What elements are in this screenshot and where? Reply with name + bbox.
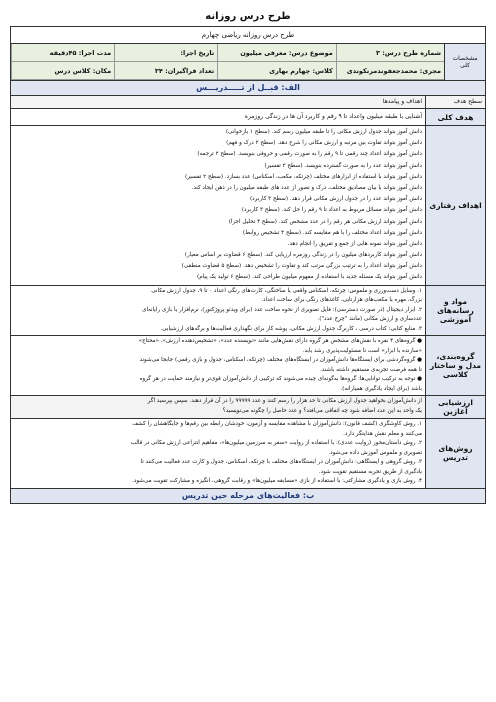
general-goal-text: آشنایی با طبقه میلیون واعداد تا ۹ رقم و کاربرد آن ها در زندگی روزمره — [244, 113, 422, 120]
materials-label: مواد و رسانه‌های آموزشی — [425, 286, 485, 336]
method-line: تصویری و ملموس آموزش داده می‌شود. — [328, 449, 422, 456]
lesson-place: مکان: کلاس درس — [11, 62, 114, 80]
general-info — [11, 44, 485, 81]
general-info-grid — [11, 44, 444, 80]
goals-outcomes-header: اهداف و پیامدها — [11, 96, 425, 108]
grouping-line: ● گروه‌های ۴ نفره با نقش‌های مشخص هر گروه دارای نقش‌هایی مانند «نویسنده عدد»، «تشخیص‌دهنده ارزش»، «محتاج» — [138, 338, 422, 345]
behavioral-goals-row — [11, 126, 485, 286]
behavioral-goal: دانش آموز بتواند عدد را به صورت گسترده بنویسد. (سطح ۲ تفسیر) — [264, 162, 422, 169]
lesson-duration: مدت اجرا: ۴۵دقیقه — [11, 44, 114, 62]
goal-level-header: سطح هدف — [425, 96, 485, 108]
behavioral-goal: دانش آموز بتواند کاربردهای میلیون را در زندگی روزمره ارزیابی کند. (سطح ۶ قضاوت بر اساس معیار) — [184, 252, 422, 259]
behavioral-goal: دانش آموز بتواند مسائل مربوط به اعداد تا ۹ رقم را حل کند. (سطح ۳ کاربرد) — [241, 207, 422, 214]
class-name: کلاس: چهارم بهاری — [217, 62, 336, 80]
evaluation-line: از دانش‌آموزان بخواهید جدول ارزش مکانی تا حد هزار را رسم کنند و عدد ۹۹۹۹۹ را در آن قرار دهند. سپس بپرسید اگر — [147, 398, 422, 405]
grouping-line: تا همه فرصت تجربه‌ی مستقیم داشته باشند. — [320, 366, 422, 373]
method-line: یادگیری از طریق تجربه مستقیم تقویت شود. — [318, 468, 422, 475]
materials-line: ۱. وسایل دست‌ورزی و ملموس: چرتکه، اسکناس واقعی یا ساختگی، کارت‌های رنگی اعداد ۰ تا ۹، جدول ارزش مکانی — [151, 287, 422, 294]
method-line: می‌کنند و معلم نقش هدایتگر دارد. — [343, 430, 422, 437]
general-goal-row — [11, 109, 485, 126]
behavioral-goal: دانش آموز بتواند اعداد چند رقمی تا ۹ رقم را به صورت رقمی و حروفی بنویسد. (سطح ۲ ترجمه) — [197, 151, 422, 158]
materials-row — [11, 286, 485, 337]
materials-line: عددسازی و ارزش مکانی (مانند "چرخ عدد"). — [317, 316, 422, 323]
grouping-line: ● گروه‌گردشی برای ایستگاه‌ها دانش‌آموزان در ایستگاه‌های مختلف (چرتکه، اسکناس، جدول و بازی رقمی) جابجا می‌شوند — [139, 357, 422, 364]
materials-line: ۳. منابع کتابی: کتاب درسی ، کاربرگ جدول ارزش مکانی، پوشه کار برای نگهداری فعالیت‌ها و برگه‌های ارزشیابی. — [160, 325, 422, 332]
student-count: تعداد فراگیران: ۳۴ — [114, 62, 217, 80]
lesson-plan-page — [10, 8, 486, 504]
grouping-row — [11, 336, 485, 396]
teacher-name: مجری: محمدجعفوندمرنکوندی — [336, 62, 444, 80]
behavioral-goal: دانش آموز بتواند یک مسئله جدید با استفاده از مفهوم میلیون طراحی کند. (سطح ۶ تولید یک پیام) — [197, 274, 422, 281]
section-before-teaching: الف: قبــل از تـــــدریـــس — [11, 81, 485, 96]
behavioral-goals-list — [11, 126, 425, 285]
lesson-topic: موضوع درس: معرفی میلیون — [217, 44, 336, 62]
behavioral-goal: دانش آموز بتواند نمونه هایی از جمع و تفریق را انجام دهد. — [287, 240, 422, 247]
evaluation-line: یک واحد به این عدد اضافه شود چه اتفاقی می‌افتد؟ و عدد حاصل را چگونه می‌نویسید؟ — [222, 407, 422, 414]
teaching-methods-row — [11, 419, 485, 489]
materials-line: بزرگ، مهره یا مکعب‌های هزارتایی، کاغذهای رنگی برای ساخت اعداد. — [261, 297, 422, 304]
plan-subtitle: طرح درس روزانه ریاضی چهارم — [11, 27, 485, 44]
method-line: ۱. روش کاوشگری (کشف قانون): دانش‌آموزان با مشاهده مقایسه و آزمون، خودشان رابطه بین رقم‌ها و جایگاهشان را کشف — [132, 421, 422, 428]
section-during-teaching: ب: فعالیت‌های مرحله حین تدریس — [11, 489, 485, 503]
behavioral-goal: دانش آموز بتواند با استفاده از ابزارهای مختلف (چرتکه، مکعب، اسکناس) عدد بسازد. (سطح ۲ تفسیر) — [185, 173, 422, 180]
grouping-text — [11, 336, 425, 395]
method-line: ۴. روش بازی و یادگیری مشارکتی: با استفاده از بازی «مسابقه میلیون‌ها» و رقابت گروهی، انگیزه و مشارکت تقویت می‌شود. — [132, 478, 422, 485]
teaching-methods-text — [11, 419, 425, 488]
behavioral-goal: دانش آموز بتواند با بیان مصادیق مختلف، درک و تصور از عدد های طبقه میلیون را در ذهن ایجاد کند. — [191, 184, 422, 191]
lesson-plan-table — [10, 26, 486, 504]
behavioral-goal: دانش آموز بتواند اعداد را به ترتیب بزرگی مرتب کند و تفاوت را تشخیص دهد. (سطح ۵ قضاوت منطقی) — [181, 263, 422, 270]
materials-line: ۲. ابزار دیجیتال (در صورت دسترسی): فایل تصویری از نحوه ساخت عدد (برای ویدئو پروژکتور)، نرم‌افزار یا بازی رایانه‌ای — [142, 306, 422, 313]
teaching-methods-label: روش‌های تدریس — [425, 419, 485, 488]
behavioral-goal: دانش آموز بتواند تفاوت بین مرتبه و ارزش مکانی را شرح دهد. (سطح ۲ درک و فهم) — [226, 140, 422, 147]
grouping-label: گروه‌بندی، مدل و ساختار کلاسی — [425, 336, 485, 395]
general-goal-label: هدف کلی — [425, 109, 485, 125]
behavioral-goal: دانش آموز بتواند عدد را در جدول ارزش مکانی قرار دهد. (سطح ۳ کاربرد) — [250, 196, 422, 203]
plan-number: شماره طرح درس: ۳ — [336, 44, 444, 62]
initial-evaluation-label: ارزشیابی آغازین — [425, 396, 485, 418]
grouping-line: «سازنده با ابزار» است تا مسئولیت‌پذیری رشد یابد. — [302, 347, 422, 354]
initial-evaluation-row — [11, 396, 485, 419]
grouping-line: ● توجه به ترکیب توانایی‌ها: گروه‌ها به‌گونه‌ای چیده می‌شوند که ترکیبی از دانش‌آموزان قوی‌تر و نیازمند حمایت در هر گروه — [139, 376, 422, 383]
method-line: ۳. روش گروهی و ایستگاهی: دانش‌آموزان در ایستگاه‌های مختلف با چرتکه، اسکناس، جدول و کارت عدد فعالیت می‌کنند تا — [140, 459, 422, 466]
materials-text — [11, 286, 425, 336]
behavioral-goals-label: اهداف رفتاری — [425, 126, 485, 285]
page-title: طرح درس روزانه — [205, 11, 291, 22]
method-line: ۲. روش داستان‌محور (روایت عددی): با استفاده از روایت «سفر به سرزمین میلیون‌ها»، مفاهیم انتزاعی ارزش مکانی در قالب — [130, 440, 422, 447]
initial-evaluation-text — [11, 396, 425, 418]
grouping-line: باشد (برای ایجاد یادگیری همیارانه). — [340, 385, 422, 392]
lesson-date: تاریخ اجرا: — [114, 44, 217, 62]
behavioral-goal: دانش آموز بتواند اعداد مختلف را با هم مقایسه کند. (سطح ۴ تشخیص روابط) — [242, 229, 422, 236]
goals-header-row — [11, 96, 485, 109]
general-info-label: مشخصات کلی — [444, 44, 485, 80]
behavioral-goal: دانش آموز بتواند ارزش مکانی هر رقم را در عدد مشخص کند. (سطح ۴ تحلیل اجزا) — [228, 218, 422, 225]
behavioral-goal: دانش آموز بتواند جدول ارزش مکانی را تا طبقه میلیون رسم کند. (سطح ۱ بازخوانی) — [225, 129, 422, 135]
